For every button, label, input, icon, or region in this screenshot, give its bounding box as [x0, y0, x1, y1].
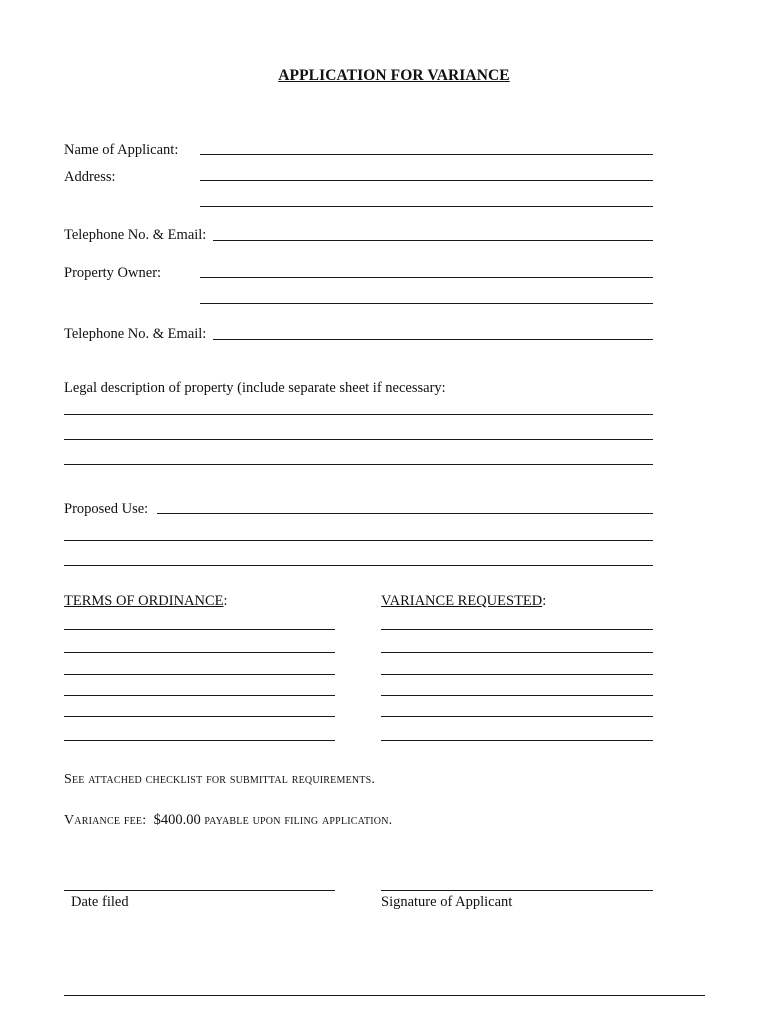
owner-telephone-email-label: Telephone No. & Email: [64, 326, 207, 342]
terms-of-ordinance-heading: TERMS OF ORDINANCE: [64, 593, 228, 609]
terms-of-ordinance-line-4[interactable] [64, 695, 335, 696]
variance-requested-line-2[interactable] [381, 652, 653, 653]
name-of-applicant-label: Name of Applicant: [64, 142, 179, 158]
variance-requested-line-6[interactable] [381, 740, 653, 741]
signature-of-applicant-label: Signature of Applicant [381, 894, 513, 910]
address-field-line-1[interactable] [200, 180, 653, 181]
variance-requested-line-1[interactable] [381, 629, 653, 630]
address-field-line-2[interactable] [200, 206, 653, 207]
owner-telephone-email-field[interactable] [213, 339, 653, 340]
date-filed-label: Date filed [71, 894, 129, 910]
proposed-use-line-3[interactable] [64, 565, 653, 566]
legal-description-line-1[interactable] [64, 414, 653, 415]
checklist-note: See attached checklist for submittal requirements. [64, 772, 376, 787]
legal-description-label: Legal description of property (include separate sheet if necessary: [64, 380, 446, 396]
legal-description-line-2[interactable] [64, 439, 653, 440]
signature-field[interactable] [381, 890, 653, 891]
variance-fee-line [64, 812, 392, 829]
terms-of-ordinance-line-6[interactable] [64, 740, 335, 741]
terms-of-ordinance-line-3[interactable] [64, 674, 335, 675]
property-owner-field-line-2[interactable] [200, 303, 653, 304]
terms-of-ordinance-line-2[interactable] [64, 652, 335, 653]
variance-requested-line-5[interactable] [381, 716, 653, 717]
variance-fee-amount: $400.00 [153, 812, 201, 828]
name-of-applicant-field[interactable] [200, 154, 653, 155]
applicant-telephone-email-field[interactable] [213, 240, 653, 241]
proposed-use-label: Proposed Use: [64, 501, 149, 517]
terms-of-ordinance-line-1[interactable] [64, 629, 335, 630]
date-filed-field[interactable] [64, 890, 335, 891]
address-label: Address: [64, 169, 116, 185]
legal-description-line-3[interactable] [64, 464, 653, 465]
terms-of-ordinance-line-5[interactable] [64, 716, 335, 717]
applicant-telephone-email-label: Telephone No. & Email: [64, 227, 207, 243]
variance-fee-label: Variance fee: [64, 813, 147, 828]
property-owner-label: Property Owner: [64, 265, 162, 281]
proposed-use-line-2[interactable] [64, 540, 653, 541]
variance-requested-line-3[interactable] [381, 674, 653, 675]
variance-requested-line-4[interactable] [381, 695, 653, 696]
form-title: APPLICATION FOR VARIANCE [278, 67, 510, 84]
proposed-use-line-1[interactable] [157, 513, 653, 514]
property-owner-field-line-1[interactable] [200, 277, 653, 278]
variance-fee-note: payable upon filing application. [204, 813, 393, 828]
bottom-divider [64, 995, 705, 996]
variance-requested-heading: VARIANCE REQUESTED: [381, 593, 547, 609]
